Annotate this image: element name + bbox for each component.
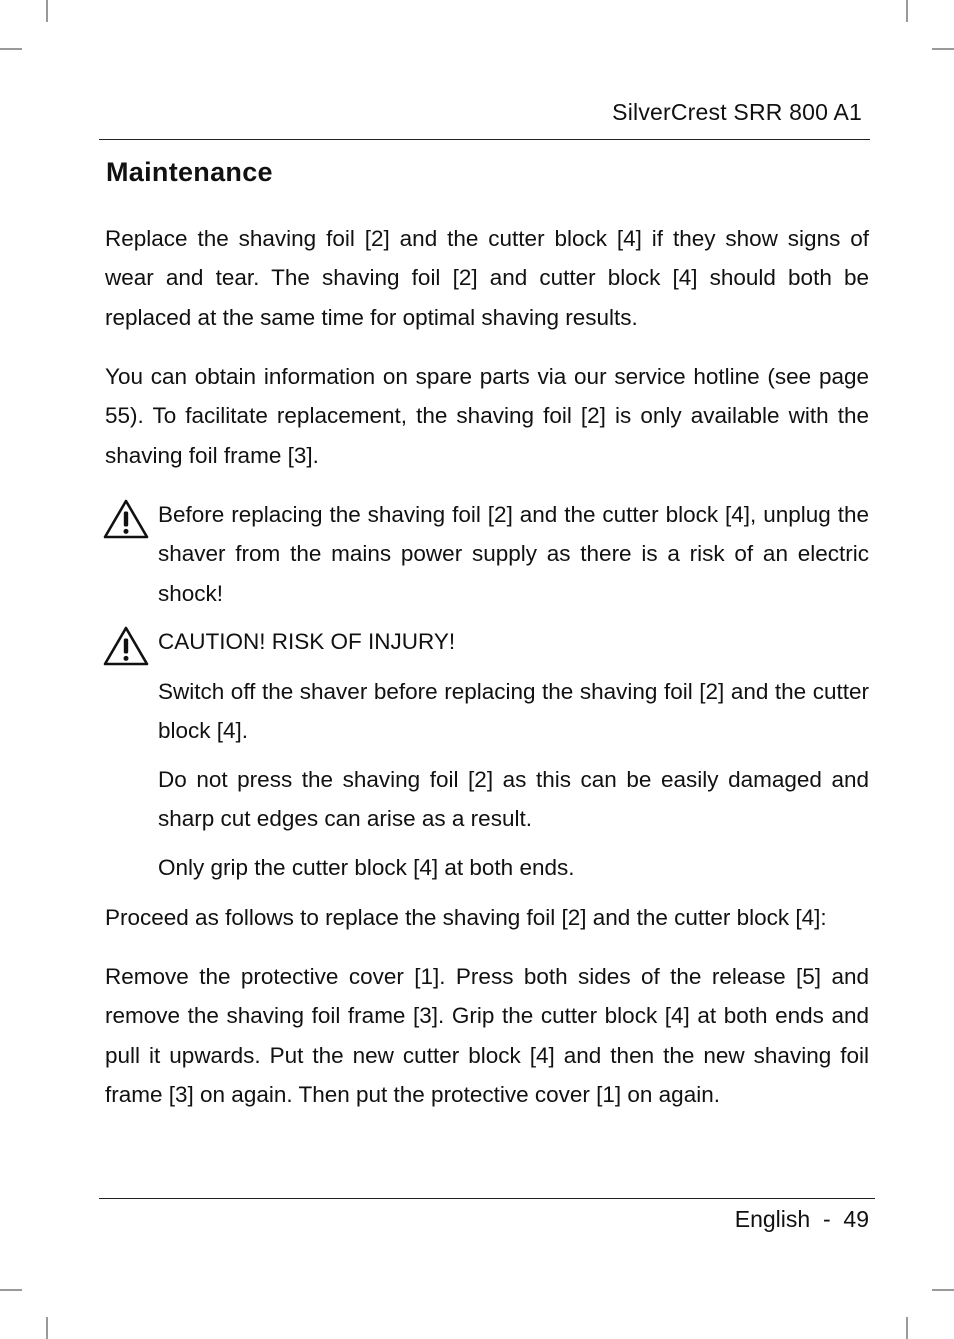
paragraph-procedure-intro: Proceed as follows to replace the shaving foil [2] and the cutter block [4]: bbox=[105, 905, 827, 930]
crop-mark bbox=[932, 48, 954, 50]
warning-triangle-icon bbox=[103, 499, 149, 539]
page-number: 49 bbox=[843, 1206, 869, 1232]
caution-item: Only grip the cutter block [4] at both ends. bbox=[158, 855, 575, 880]
footer-rule bbox=[99, 1198, 875, 1199]
warning-text: Before replacing the shaving foil [2] and the cutter block [4], unplug the shaver from the mains power supply as there is a risk of an electric shock! bbox=[158, 502, 869, 606]
header-title: SilverCrest SRR 800 A1 bbox=[612, 99, 862, 125]
caution-title: CAUTION! RISK OF INJURY! bbox=[158, 629, 456, 654]
footer bbox=[735, 1206, 869, 1233]
paragraph-spare-parts: You can obtain information on spare parts via our service hotline (see page 55). To facilitate replacement, the shaving foil [2] is only available with the shaving foil frame [3]. bbox=[105, 364, 869, 468]
caution-item: Do not press the shaving foil [2] as this can be easily damaged and sharp cut edges can arise as a result. bbox=[158, 767, 869, 832]
footer-separator: - bbox=[822, 1206, 831, 1232]
crop-mark bbox=[906, 1317, 908, 1339]
crop-mark bbox=[0, 1289, 22, 1291]
crop-mark bbox=[906, 0, 908, 22]
caution-item: Switch off the shaver before replacing the shaving foil [2] and the cutter block [4]. bbox=[158, 679, 869, 744]
warning-triangle-icon bbox=[103, 626, 149, 666]
crop-mark bbox=[0, 48, 22, 50]
footer-language: English bbox=[734, 1206, 811, 1232]
crop-mark bbox=[46, 1317, 48, 1339]
crop-mark bbox=[932, 1289, 954, 1291]
paragraph-procedure: Remove the protective cover [1]. Press both sides of the release [5] and remove the shaving foil frame [3]. Grip the cutter block [4] at both ends and pull it upwards. Put the new cutter block [4] and then the new shaving foil frame [3] on again. Then put the protective cover [1] on again. bbox=[105, 964, 869, 1107]
paragraph-replace: Replace the shaving foil [2] and the cutter block [4] if they show signs of wear and tear. The shaving foil [2] and cutter block [4] should both be replaced at the same time for optimal shaving results. bbox=[105, 226, 869, 330]
section-heading: Maintenance bbox=[106, 157, 273, 187]
crop-mark bbox=[46, 0, 48, 22]
header-rule bbox=[99, 139, 870, 140]
